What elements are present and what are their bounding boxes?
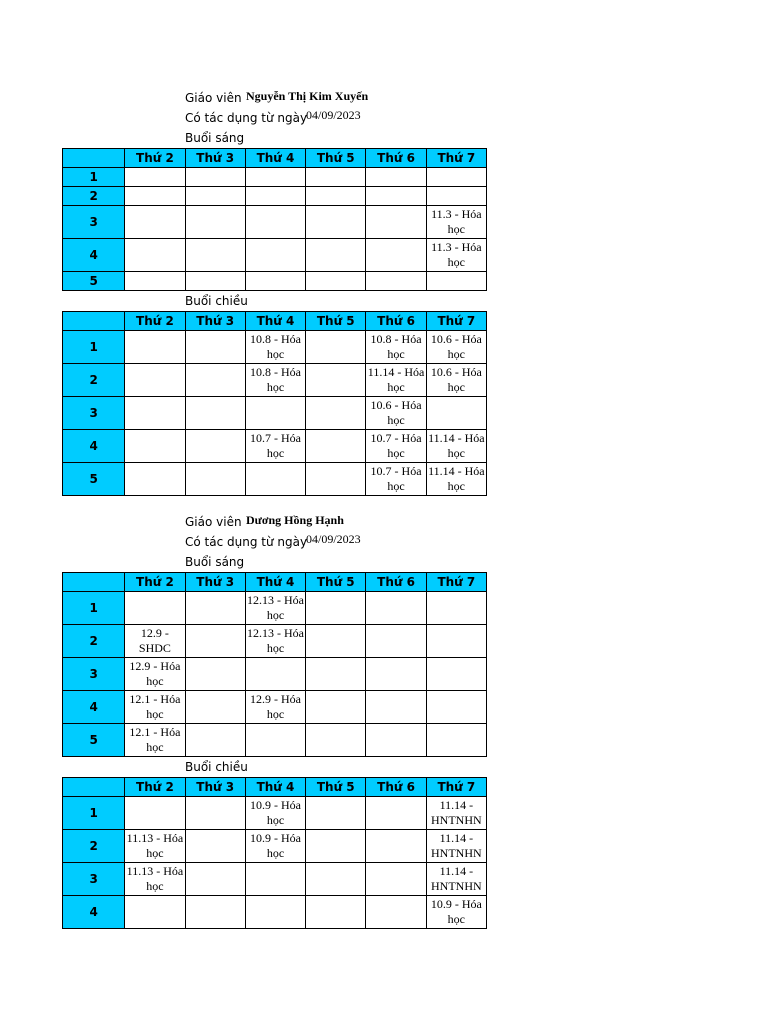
day-header: Thứ 7 bbox=[426, 149, 486, 168]
period-row bbox=[63, 272, 487, 291]
class-cell bbox=[366, 830, 426, 863]
period-row bbox=[63, 168, 487, 187]
class-cell bbox=[185, 691, 245, 724]
class-cell: 11.13 - Hóa học bbox=[125, 830, 185, 863]
class-cell bbox=[125, 206, 185, 239]
day-header: Thứ 2 bbox=[125, 573, 185, 592]
day-header-row bbox=[63, 573, 487, 592]
class-cell: 12.9 - Hóa học bbox=[125, 658, 185, 691]
class-cell bbox=[185, 430, 245, 463]
class-cell bbox=[245, 168, 305, 187]
class-cell bbox=[125, 430, 185, 463]
period-row bbox=[63, 797, 487, 830]
class-cell bbox=[306, 187, 366, 206]
effective-date-value: 04/09/2023 bbox=[306, 532, 361, 546]
teacher-label: Giáo viên bbox=[185, 515, 242, 529]
period-row bbox=[63, 625, 487, 658]
afternoon-session-row bbox=[62, 291, 487, 311]
class-cell bbox=[245, 658, 305, 691]
class-cell: 10.9 - Hóa học bbox=[426, 896, 486, 929]
class-cell bbox=[306, 331, 366, 364]
period-number: 1 bbox=[63, 592, 125, 625]
afternoon-timetable bbox=[62, 311, 487, 496]
period-row bbox=[63, 206, 487, 239]
class-cell bbox=[366, 863, 426, 896]
day-header: Thứ 5 bbox=[306, 312, 366, 331]
morning-timetable bbox=[62, 572, 487, 757]
class-cell: 12.1 - Hóa học bbox=[125, 691, 185, 724]
class-cell bbox=[366, 168, 426, 187]
class-cell: 10.6 - Hóa học bbox=[366, 397, 426, 430]
day-header: Thứ 5 bbox=[306, 778, 366, 797]
class-cell bbox=[426, 168, 486, 187]
teacher-section-2 bbox=[62, 512, 487, 929]
class-cell: 12.13 - Hóa học bbox=[245, 592, 305, 625]
class-cell bbox=[306, 430, 366, 463]
class-cell: 10.6 - Hóa học bbox=[426, 331, 486, 364]
day-header: Thứ 4 bbox=[245, 778, 305, 797]
period-row bbox=[63, 239, 487, 272]
period-row bbox=[63, 331, 487, 364]
afternoon-timetable bbox=[62, 777, 487, 929]
class-cell: 12.9 - Hóa học bbox=[245, 691, 305, 724]
class-cell: 11.13 - Hóa học bbox=[125, 863, 185, 896]
class-cell bbox=[306, 797, 366, 830]
day-header: Thứ 3 bbox=[185, 778, 245, 797]
class-cell bbox=[125, 239, 185, 272]
class-cell bbox=[125, 364, 185, 397]
day-header: Thứ 7 bbox=[426, 778, 486, 797]
class-cell bbox=[185, 364, 245, 397]
period-row bbox=[63, 863, 487, 896]
class-cell: 11.14 - Hóa học bbox=[426, 463, 486, 496]
class-cell bbox=[366, 239, 426, 272]
class-cell bbox=[185, 797, 245, 830]
class-cell: 10.8 - Hóa học bbox=[245, 331, 305, 364]
day-header: Thứ 3 bbox=[185, 149, 245, 168]
day-header: Thứ 5 bbox=[306, 573, 366, 592]
day-header: Thứ 7 bbox=[426, 312, 486, 331]
class-cell bbox=[366, 187, 426, 206]
period-number: 2 bbox=[63, 830, 125, 863]
class-cell bbox=[245, 272, 305, 291]
effective-date-value: 04/09/2023 bbox=[306, 108, 361, 122]
class-cell bbox=[185, 168, 245, 187]
class-cell: 11.14 - Hóa học bbox=[366, 364, 426, 397]
class-cell bbox=[426, 592, 486, 625]
class-cell bbox=[125, 896, 185, 929]
class-cell bbox=[306, 724, 366, 757]
period-number: 4 bbox=[63, 691, 125, 724]
class-cell bbox=[185, 592, 245, 625]
class-cell: 11.14 - HNTNHN bbox=[426, 863, 486, 896]
class-cell bbox=[245, 463, 305, 496]
period-row bbox=[63, 187, 487, 206]
day-header: Thứ 4 bbox=[245, 312, 305, 331]
class-cell bbox=[306, 272, 366, 291]
class-cell bbox=[185, 625, 245, 658]
period-row bbox=[63, 691, 487, 724]
effective-date-label: Có tác dụng từ ngày bbox=[185, 535, 308, 549]
class-cell bbox=[426, 691, 486, 724]
class-cell bbox=[366, 206, 426, 239]
class-cell bbox=[306, 206, 366, 239]
period-row bbox=[63, 364, 487, 397]
class-cell bbox=[426, 187, 486, 206]
teacher-name: Dương Hồng Hạnh bbox=[246, 513, 344, 527]
class-cell bbox=[185, 187, 245, 206]
class-cell bbox=[306, 691, 366, 724]
period-number: 3 bbox=[63, 658, 125, 691]
class-cell bbox=[185, 724, 245, 757]
class-cell bbox=[185, 463, 245, 496]
class-cell bbox=[426, 724, 486, 757]
class-cell bbox=[306, 863, 366, 896]
period-number: 4 bbox=[63, 239, 125, 272]
class-cell bbox=[306, 239, 366, 272]
period-number: 3 bbox=[63, 397, 125, 430]
period-row bbox=[63, 658, 487, 691]
class-cell bbox=[306, 168, 366, 187]
class-cell bbox=[185, 830, 245, 863]
class-cell bbox=[306, 625, 366, 658]
class-cell bbox=[366, 691, 426, 724]
class-cell bbox=[366, 272, 426, 291]
period-row bbox=[63, 724, 487, 757]
period-number: 2 bbox=[63, 625, 125, 658]
period-number: 1 bbox=[63, 797, 125, 830]
effective-date-label: Có tác dụng từ ngày bbox=[185, 111, 308, 125]
day-header: Thứ 2 bbox=[125, 149, 185, 168]
day-header: Thứ 3 bbox=[185, 312, 245, 331]
class-cell bbox=[245, 863, 305, 896]
teacher-name: Nguyễn Thị Kim Xuyến bbox=[246, 89, 369, 103]
afternoon-session-label: Buổi chiều bbox=[185, 294, 248, 308]
teacher-section-1 bbox=[62, 88, 487, 496]
class-cell bbox=[125, 331, 185, 364]
day-header-row bbox=[63, 778, 487, 797]
period-number: 3 bbox=[63, 863, 125, 896]
afternoon-session-row bbox=[62, 757, 487, 777]
class-cell bbox=[185, 863, 245, 896]
class-cell bbox=[426, 272, 486, 291]
class-cell bbox=[426, 397, 486, 430]
period-number: 4 bbox=[63, 896, 125, 929]
class-cell bbox=[125, 463, 185, 496]
class-cell: 12.1 - Hóa học bbox=[125, 724, 185, 757]
period-number: 2 bbox=[63, 187, 125, 206]
class-cell bbox=[245, 397, 305, 430]
class-cell bbox=[185, 896, 245, 929]
day-header: Thứ 4 bbox=[245, 149, 305, 168]
class-cell bbox=[366, 797, 426, 830]
period-row bbox=[63, 463, 487, 496]
class-cell bbox=[366, 658, 426, 691]
effective-date-row bbox=[62, 108, 487, 128]
day-header-row bbox=[63, 149, 487, 168]
class-cell bbox=[306, 830, 366, 863]
class-cell: 10.7 - Hóa học bbox=[366, 430, 426, 463]
class-cell bbox=[125, 592, 185, 625]
class-cell bbox=[125, 187, 185, 206]
class-cell bbox=[366, 724, 426, 757]
class-cell: 11.14 - HNTNHN bbox=[426, 797, 486, 830]
class-cell bbox=[366, 625, 426, 658]
morning-session-row bbox=[62, 552, 487, 572]
class-cell: 11.3 - Hóa học bbox=[426, 239, 486, 272]
class-cell: 11.14 - Hóa học bbox=[426, 430, 486, 463]
class-cell bbox=[185, 239, 245, 272]
class-cell: 10.8 - Hóa học bbox=[245, 364, 305, 397]
class-cell bbox=[366, 592, 426, 625]
afternoon-session-label: Buổi chiều bbox=[185, 760, 248, 774]
period-number: 5 bbox=[63, 272, 125, 291]
period-row bbox=[63, 592, 487, 625]
effective-date-row bbox=[62, 532, 487, 552]
day-header: Thứ 2 bbox=[125, 312, 185, 331]
class-cell bbox=[125, 397, 185, 430]
class-cell bbox=[185, 272, 245, 291]
period-number: 1 bbox=[63, 168, 125, 187]
class-cell bbox=[245, 724, 305, 757]
class-cell bbox=[306, 896, 366, 929]
class-cell bbox=[125, 272, 185, 291]
corner-cell bbox=[63, 149, 125, 168]
class-cell bbox=[366, 896, 426, 929]
class-cell bbox=[306, 397, 366, 430]
class-cell bbox=[306, 592, 366, 625]
teacher-row bbox=[62, 512, 487, 532]
class-cell: 11.14 - HNTNHN bbox=[426, 830, 486, 863]
day-header: Thứ 6 bbox=[366, 312, 426, 331]
class-cell bbox=[306, 463, 366, 496]
class-cell: 12.9 - SHDC bbox=[125, 625, 185, 658]
corner-cell bbox=[63, 312, 125, 331]
morning-timetable bbox=[62, 148, 487, 291]
morning-session-label: Buổi sáng bbox=[185, 131, 245, 145]
morning-session-label: Buổi sáng bbox=[185, 555, 245, 569]
day-header: Thứ 2 bbox=[125, 778, 185, 797]
class-cell: 10.6 - Hóa học bbox=[426, 364, 486, 397]
day-header: Thứ 7 bbox=[426, 573, 486, 592]
day-header: Thứ 3 bbox=[185, 573, 245, 592]
class-cell bbox=[245, 239, 305, 272]
day-header: Thứ 5 bbox=[306, 149, 366, 168]
period-number: 4 bbox=[63, 430, 125, 463]
period-number: 1 bbox=[63, 331, 125, 364]
class-cell: 10.8 - Hóa học bbox=[366, 331, 426, 364]
class-cell: 10.9 - Hóa học bbox=[245, 797, 305, 830]
class-cell bbox=[185, 397, 245, 430]
period-row bbox=[63, 430, 487, 463]
class-cell bbox=[185, 658, 245, 691]
class-cell bbox=[426, 658, 486, 691]
period-number: 2 bbox=[63, 364, 125, 397]
class-cell bbox=[185, 331, 245, 364]
class-cell: 12.13 - Hóa học bbox=[245, 625, 305, 658]
period-row bbox=[63, 896, 487, 929]
teacher-row bbox=[62, 88, 487, 108]
day-header-row bbox=[63, 312, 487, 331]
class-cell: 10.7 - Hóa học bbox=[245, 430, 305, 463]
day-header: Thứ 4 bbox=[245, 573, 305, 592]
class-cell bbox=[245, 187, 305, 206]
class-cell bbox=[125, 797, 185, 830]
teacher-label: Giáo viên bbox=[185, 91, 242, 105]
day-header: Thứ 6 bbox=[366, 149, 426, 168]
period-number: 5 bbox=[63, 724, 125, 757]
class-cell bbox=[185, 206, 245, 239]
class-cell bbox=[306, 658, 366, 691]
period-row bbox=[63, 397, 487, 430]
corner-cell bbox=[63, 573, 125, 592]
class-cell: 10.7 - Hóa học bbox=[366, 463, 426, 496]
corner-cell bbox=[63, 778, 125, 797]
class-cell bbox=[125, 168, 185, 187]
class-cell bbox=[245, 206, 305, 239]
day-header: Thứ 6 bbox=[366, 573, 426, 592]
class-cell bbox=[426, 625, 486, 658]
class-cell: 10.9 - Hóa học bbox=[245, 830, 305, 863]
class-cell bbox=[245, 896, 305, 929]
class-cell: 11.3 - Hóa học bbox=[426, 206, 486, 239]
day-header: Thứ 6 bbox=[366, 778, 426, 797]
class-cell bbox=[306, 364, 366, 397]
period-number: 3 bbox=[63, 206, 125, 239]
period-number: 5 bbox=[63, 463, 125, 496]
period-row bbox=[63, 830, 487, 863]
morning-session-row bbox=[62, 128, 487, 148]
